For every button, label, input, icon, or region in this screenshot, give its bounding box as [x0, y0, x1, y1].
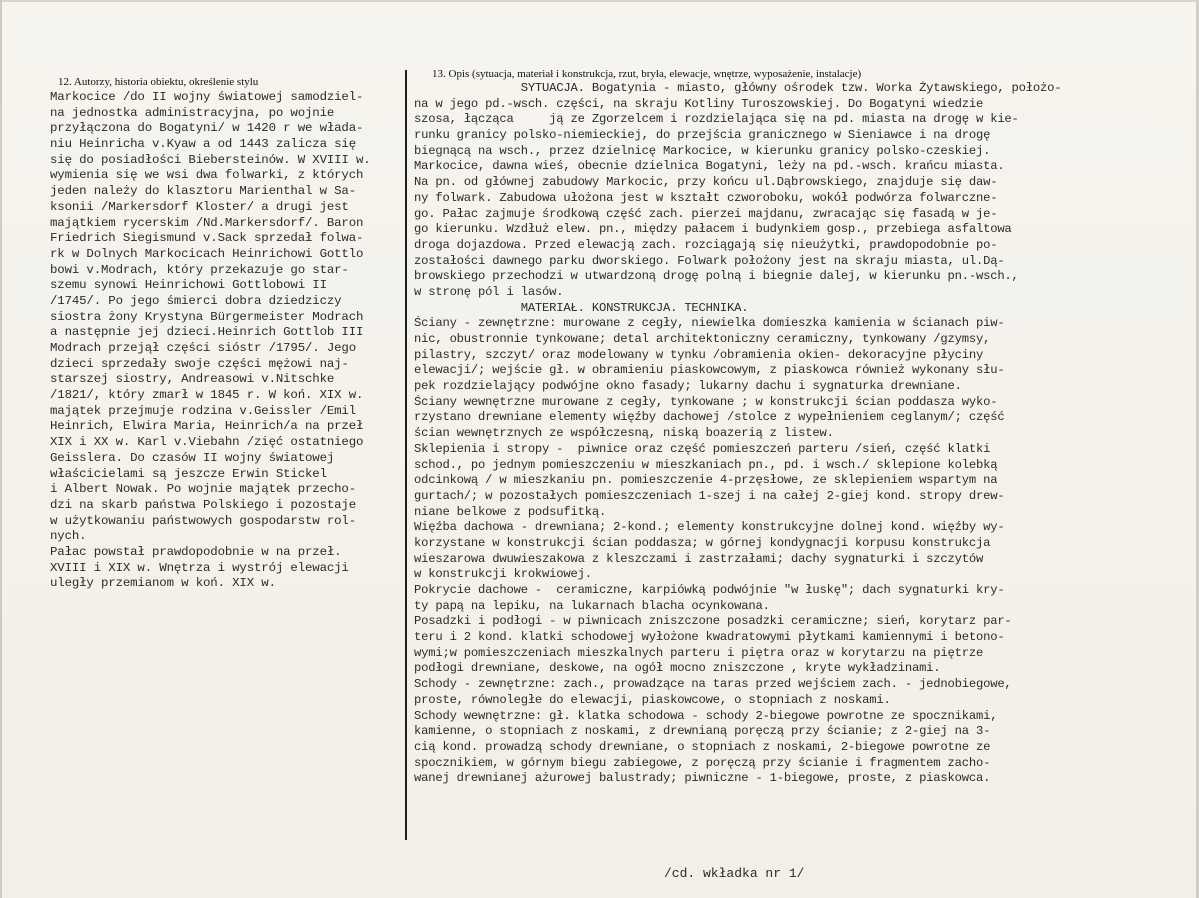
description-text-line: Schody wewnętrzne: gł. klatka schodowa - schody 2-biegowe powrotne ze spocznikami, [414, 708, 998, 723]
history-text-line: siostra żony Krystyna Bürgermeister Modrach [50, 309, 364, 324]
history-text-line: Heinrich, Elwira Maria, Heinrich/a na przeł [50, 419, 364, 434]
description-text-line: kamienne, o stopniach z noskami, z drewnianą poręczą przy ścianie; z 2-giej na 3- [414, 724, 991, 739]
history-text-line: wymienia się we wsi dwa folwarki, z których [50, 168, 364, 183]
description-text-line: Na pn. od głównej zabudowy Markocic, przy końcu ul.Dąbrowskiego, znajduje się daw- [414, 175, 998, 190]
history-text-line: Pałac powstał prawdopodobnie w na przeł. [50, 544, 342, 559]
description-text-line: nic, obustronnie tynkowane; detal architektoniczny ceramiczny, tynkowany /gzymsy, [414, 332, 991, 346]
history-text-line: szemu synowi Heinrichowi Gottlobowi II [50, 278, 327, 293]
description-text-line: wieszarowa dwuwieszakowa z kleszczami i zastrzałami; dachy sygnaturki i szczytów [414, 551, 984, 566]
history-text-line: starszej siostry, Andreasowi v.Nitschke [50, 372, 335, 387]
description-text-line: ty papą na lepiku, na lukarnach blacha ocynkowana. [414, 598, 770, 613]
description-text-line: cią kond. prowadzą schody drewniane, o stopniach z noskami, 2-biegowe powrotne ze [414, 739, 991, 754]
history-text-line: Geisslera. Do czasów II wojny światowej [50, 450, 335, 465]
description-text-line: Więźba dachowa - drewniana; 2-kond.; elementy konstrukcyjne dolnej kond. więźby wy- [414, 520, 1005, 535]
description-text-line: go. Pałac zajmuje środkową część zach. pierzei majdanu, zwracając się fasadą w je- [414, 206, 998, 221]
section-header-history: 12. Autorzy, historia obiektu, określenie stylu [58, 76, 259, 88]
history-text-line: Modrach przejął części sióstr /1795/. Jego [50, 341, 356, 355]
description-text-line: Ściany - zewnętrzne: murowane z cegły, niewielka domieszka kamienia w ścianach piw- [414, 316, 1005, 331]
description-text-line: ścian wewnętrznych ze współczesną, niską boazerią z listew. [414, 426, 834, 441]
description-text-line: szosa, łącząca ją ze Zgorzelcem i rozdzielająca się na pd. miasta na drogę w kie- [414, 112, 1019, 127]
history-text-line: się do posiadłości Biebersteinów. W XVIII w. [50, 152, 371, 167]
description-text-line: rzystano drewniane elementy więźby dachowej /stolce z wypełnieniem ceglanym/; część [414, 410, 1005, 425]
description-text-line: SYTUACJA. Bogatynia - miasto, główny ośrodek tzw. Worka Żytawskiego, położo- [414, 81, 1062, 95]
description-text-line: biegnącą na wsch., przez dzielnicę Markocice, w kierunku granicy polsko-czeskiej. [414, 143, 991, 158]
history-text-line: ksonii /Markersdorf Kloster/ a drugi jest [50, 199, 349, 214]
description-text-line: gurtach/; w pozostałych pomieszczeniach 1-szej i na całej 2-giej kond. stropy drew- [414, 488, 1005, 503]
history-text-line: właścicielami są jeszcze Erwin Stickel [50, 466, 327, 481]
history-text-line: i Albert Nowak. Po wojnie majątek przecho- [50, 482, 356, 497]
history-text-line: XVIII i XIX w. Wnętrza i wystrój elewacji [50, 560, 349, 575]
description-text-line: droga dojazdowa. Przed elewacją zach. rozciągają się nieużytki, prawdopodobnie po- [414, 237, 998, 252]
history-text-line: majątkiem rycerskim /Nd.Markersdorf/. Baron [50, 215, 364, 230]
description-text-line: elewacji/; wejście gł. w obramieniu piaskowcowym, z piaskowca również wykonany słu- [414, 363, 1005, 378]
description-text-line: MATERIAŁ. KONSTRUKCJA. TECHNIKA. [414, 300, 749, 315]
history-text-line: XIX i XX w. Karl v.Viebahn /zięć ostatniego [50, 435, 364, 450]
history-text-line: w użytkowaniu państwowych gospodarstw rol- [50, 513, 356, 528]
history-text-line: majątek przejmuje rodzina v.Geissler /Emil [50, 403, 356, 418]
description-text-line: Markocice, dawna wieś, obecnie dzielnica Bogatyni, leży na pd.-wsch. krańcu miasta. [414, 159, 1005, 174]
description-text-line: runku granicy polsko-niemieckiej, do przejścia granicznego w Sieniawce i na drogę [414, 128, 991, 143]
description-text-line: Sklepienia i stropy - piwnice oraz część pomieszczeń parteru /sień, część klatki [414, 441, 991, 456]
history-text-line: Markocice /do II wojny światowej samodziel- [50, 90, 364, 104]
description-text-line: go kierunku. Wzdłuż elew. pn., między pałacem i budynkiem gosp., przebiega asfaltowa [414, 222, 1012, 237]
history-text-column [50, 90, 400, 592]
description-text-line: browskiego przechodzi w utwardzoną drogę polną i biegnie dalej, w kierunku pn.-wsch., [414, 269, 1019, 284]
history-text-line: bowi v.Modrach, który przekazuje go star- [50, 262, 349, 277]
column-divider [405, 70, 407, 840]
history-text-line: dzi na skarb państwa Polskiego i pozostaje [50, 497, 356, 512]
history-text-line: a następnie jej dzieci.Heinrich Gottlob III [50, 325, 364, 340]
description-text-line: w stronę pól i lasów. [414, 284, 564, 299]
description-text-line: zostałości dawnego parku dworskiego. Folwark położony jest na skraju miasta, ul.Dą- [414, 253, 1005, 268]
history-text-line: rk w Dolnych Markocicach Heinrichowi Gottlo [50, 246, 364, 261]
continuation-note: /cd. wkładka nr 1/ [664, 866, 805, 881]
description-text-line: Posadzki i podłogi - w piwnicach zniszczone posadzki ceramiczne; sień, korytarz par- [414, 614, 1012, 629]
description-text-line: proste, równoległe do elewacji, piaskowcowe, o stopniach z noskami. [414, 692, 891, 707]
description-text-line: wanej drewnianej ażurowej balustrady; piwniczne - 1-biegowe, proste, z piaskowca. [414, 771, 991, 786]
history-text-line: /1821/, który zmarł w 1845 r. W koń. XIX w. [50, 388, 364, 403]
description-text-line: wymi;w pomieszczeniach mieszkalnych parteru i piętra oraz w korytarzu na piętrze [414, 645, 984, 660]
page-edge-top [0, 0, 1199, 2]
description-text-column [414, 81, 1152, 787]
description-text-line: Schody - zewnętrzne: zach., prowadzące na taras przed wejściem zach. - jednobiegowe, [414, 677, 1012, 692]
description-text-line: pilastry, szczyt/ oraz modelowany w tynku /obramienia okien- dekoracyjne płyciny [414, 347, 984, 362]
description-text-line: Ściany wewnętrzne murowane z cegły, tynkowane ; w konstrukcji ścian poddasza wyko- [414, 394, 998, 409]
description-text-line: ny folwark. Zabudowa ułożona jest w kształt czworoboku, wokół podwórza folwarczne- [414, 190, 998, 205]
history-text-line: na jednostka administracyjna, po wojnie [50, 105, 335, 120]
history-text-line: /1745/. Po jego śmierci dobra dziedziczy [50, 293, 342, 308]
description-text-line: w konstrukcji krokwiowej. [414, 567, 592, 582]
history-text-line: jeden należy do klasztoru Marienthal w Sa- [50, 184, 356, 199]
history-text-line: nych. [50, 529, 87, 544]
history-text-line: dzieci sprzedały swoje części mężowi naj- [50, 356, 349, 371]
history-text-line: niu Heinricha v.Kyaw a od 1443 zalicza się [50, 137, 356, 152]
description-text-line: pek rozdzielający podwójne okno fasady; lukarny dachu i sygnaturka drewniane. [414, 379, 962, 394]
description-text-line: spocznikiem, w górnym biegu zabiegowe, z poręczą przy ścianie i fragmentem zacho- [414, 755, 991, 770]
history-text-line: uległy przemianom w koń. XIX w. [50, 576, 276, 591]
section-header-description: 13. Opis (sytuacja, materiał i konstrukcja, rzut, bryła, elewacje, wnętrze, wyposażenie, instalacje) [432, 68, 862, 80]
description-text-line: schod., po jednym pomieszczeniu w mieszkaniach pn., pd. i wsch./ sklepione kolebką [414, 457, 998, 472]
description-text-line: korzystane w konstrukcji ścian poddasza; w górnej kondygnacji korpusu konstrukcja [414, 535, 991, 550]
history-text-line: przyłączona do Bogatyni/ w 1420 r we włada- [50, 121, 364, 136]
history-text-line: Friedrich Siegismund v.Sack sprzedał folwa- [50, 231, 364, 246]
description-text-line: teru i 2 kond. klatki schodowej wyłożone kwadratowymi płytkami kamiennymi i betono- [414, 630, 1005, 645]
description-text-line: Pokrycie dachowe - ceramiczne, karpiówką podwójnie "w łuskę"; dach sygnaturki kry- [414, 583, 1005, 597]
description-text-line: podłogi drewniane, deskowe, na ogół mocno zniszczone , kryte wykładzinami. [414, 661, 941, 676]
description-text-line: odcinkową / w mieszkaniu pn. pomieszczenie 4-przęsłowe, ze sklepieniem wspartym na [414, 473, 998, 488]
description-text-line: niane belkowe z podsufitką. [414, 504, 607, 519]
page-edge-left [0, 0, 2, 898]
description-text-line: na w jego pd.-wsch. części, na skraju Kotliny Turoszowskiej. Do Bogatyni wiedzie [414, 96, 984, 111]
